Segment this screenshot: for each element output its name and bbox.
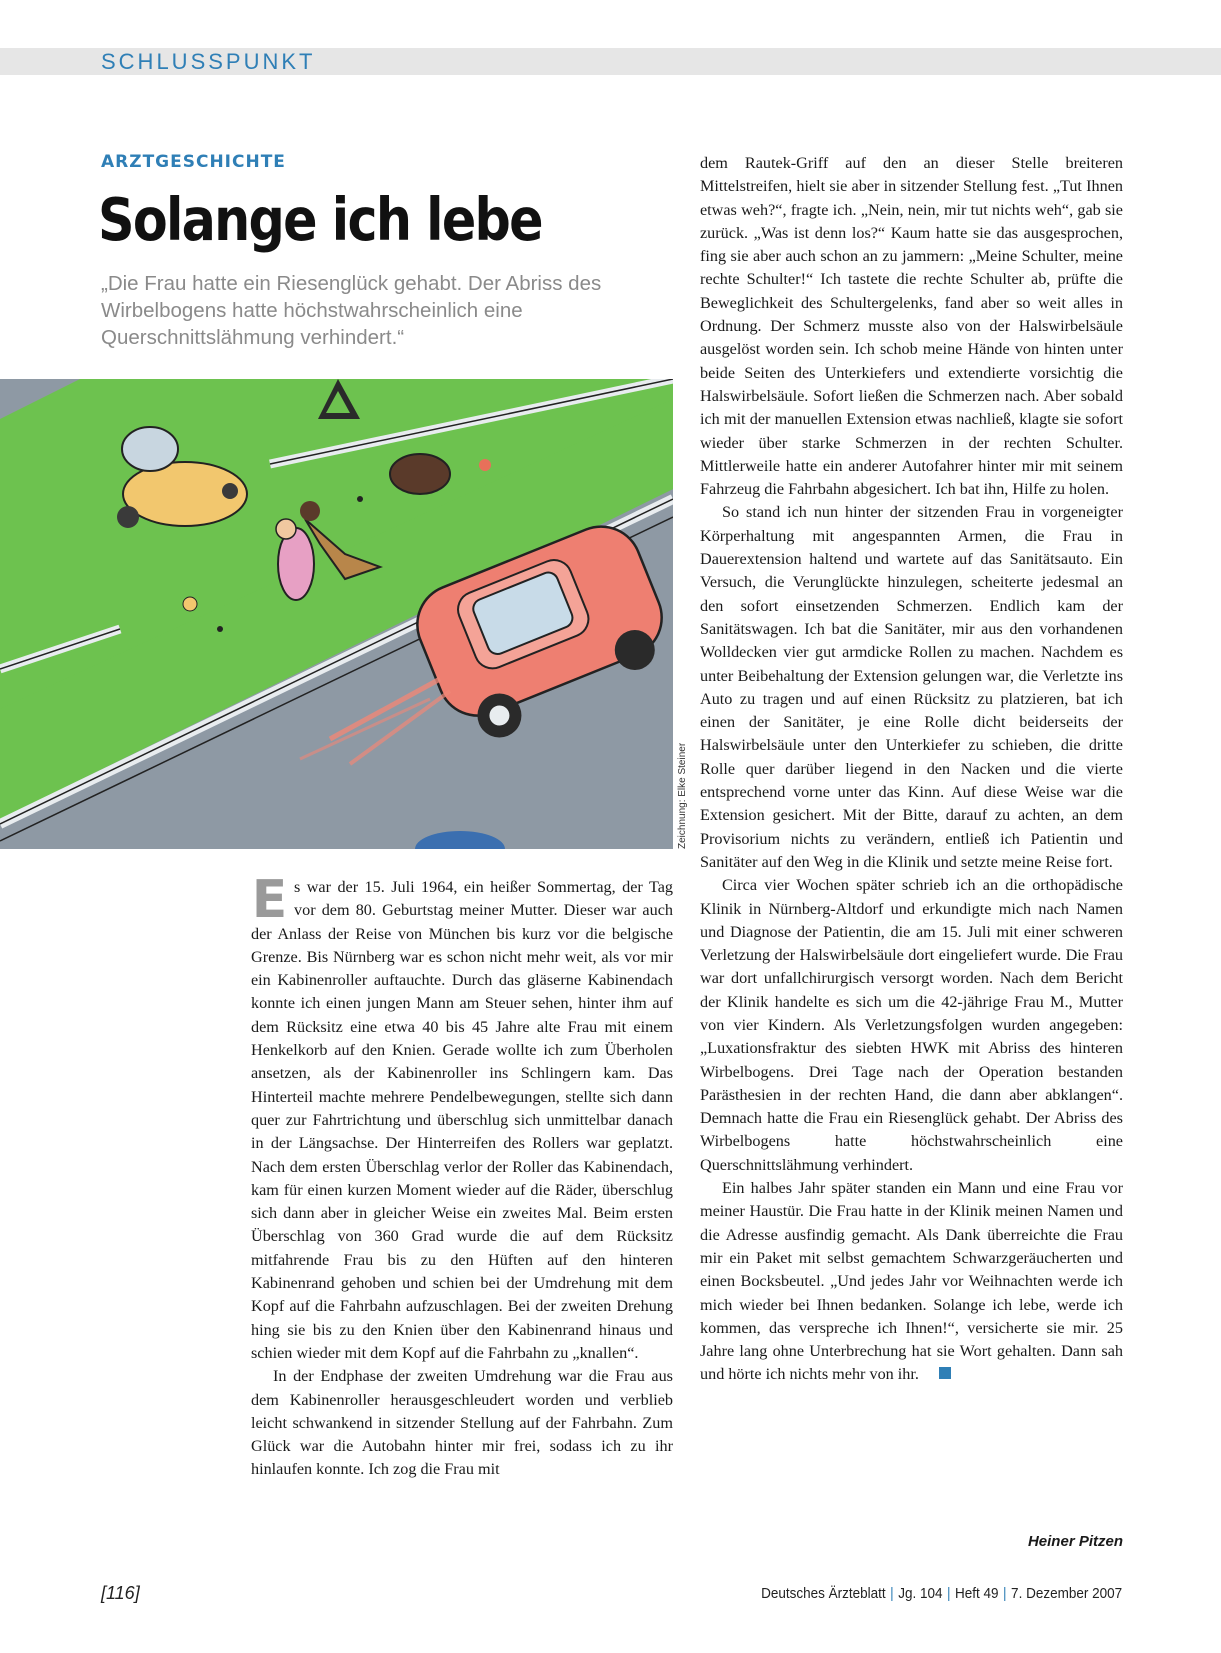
journal-date: 7. Dezember 2007	[1010, 1585, 1122, 1602]
accident-drawing	[0, 379, 673, 849]
journal-volume: Jg. 104	[898, 1585, 943, 1602]
footer-separator: |	[890, 1585, 894, 1602]
paragraph-text: Ein halbes Jahr später standen ein Mann und eine Frau vor meiner Haustür. Die Frau hatte in der Klinik meinen Namen und die Adresse ausfindig gemacht. Als Dank überreichte die Frau mir ein Paket mit selbst gemachtem Schwarzgeräucherten und einen Bocksbeutel. „Und jedes Jahr vor Weihnachten werde ich mich wieder bei Ihnen bedanken. Solange ich lebe, werde ich kommen, das verspreche ich Ihnen!“, versicherte sie mir. 25 Jahre lang ohne Unterbrechung hat sie Wort gehalten. Dann sah und hörte ich nichts mehr von ihr.	[700, 1179, 1123, 1384]
page-number: [116]	[101, 1583, 140, 1603]
section-label: SCHLUSSPUNKT	[101, 49, 316, 74]
paragraph: s war der 15. Juli 1964, ein heißer Sommertag, der Tag vor dem 80. Geburtstag meiner Mutter. Dieser war auch der Anlass der Reise von München bis kurz vor die belgische Grenze. Bis Nürnberg war es schon nicht mehr weit, als vor mir ein Kabinenroller auftauchte. Durch das gläserne Kabinendach konnte ich einen jungen Mann am Steuer sehen, hinter ihm auf dem Rücksitz eine etwa 40 bis 45 Jahre alte Frau mit einem Henkelkorb auf den Knien. Gerade wollte ich zum Überholen ansetzen, als der Kabinenroller ins Schlingern kam. Das Hinterteil machte mehrere Pendelbewegungen, stellte sich dann quer zur Fahrtrichtung und überschlug sich unmittelbar danach in der Längsachse. Der Hinterreifen des Rollers war geplatzt. Nach dem ersten Überschlag verlor der Roller das Kabinendach, kam für einen kurzen Moment wieder auf die Räder, überschlug sich dann aber in gleicher Weise ein zweites Mal. Beim ersten Überschlag von 360 Grad wurde die auf dem Rücksitz mitfahrende Frau bis zu den Hüften auf den hinteren Kabinenrand gehoben und schien bei der Umdrehung mit dem Kopf auf die Fahrbahn aufzuschlagen. Bei der zweiten Drehung hing sie bis zu den Knien über den Kabinenrand hinaus und schien wieder mit dem Kopf auf die Fahrbahn zu „knallen“.	[251, 878, 673, 1362]
paragraph: dem Rautek-Griff auf den an dieser Stelle breiteren Mittelstreifen, hielt sie aber in sitzender Stellung fest. „Tut Ihnen etwas weh?“, fragte ich. „Nein, nein, mir tut nichts weh“, gab sie zurück. „Was ist denn los?“ Kaum hatte sie das ausgesprochen, fing sie aber auch schon an zu jammern: „Meine Schulter, meine rechte Schulter!“ Ich tastete die rechte Schulter ab, prüfte die Beweglichkeit des Schultergelenks, fand aber so weit alles in Ordnung. Der Schmerz musste also von der Halswirbelsäule ausgelöst worden sein. Ich schob meine Hände von hinten unter beide Seiten des Unterkiefers und extendierte vorsichtig die Halswirbelsäule. Sofort ließen die Schmerzen nach. Aber sobald ich mit der manuellen Extension etwas nachließ, klagte sie sofort wieder über starke Schmerzen in der rechten Schulter. Mittlerweile hatte ein anderer Autofahrer hinter mir mit seinem Fahrzeug die Fahrbahn abgesichert. Ich bat ihn, Hilfe zu holen.	[700, 154, 1123, 499]
paragraph: Circa vier Wochen später schrieb ich an die orthopädische Klinik in Nürnberg-Altdorf und erkundigte mich nach Namen und Diagnose der Patientin, die am 15. Juli mit einer schweren Verletzung der Halswirbelsäule dort eingeliefert wurde. Die Frau war dort unfallchirurgisch versorgt worden. Nach dem Bericht der Klinik handelte es sich um die 42-jährige Frau M., Mutter von vier Kindern. Als Verletzungsfolgen wurden angegeben: „Luxationsfraktur des siebten HWK mit Abriss des hinteren Wirbelbogens. Drei Tage nach der Operation bestanden Parästhesien in der rechten Hand, die dann aber abklangen“. Demnach hatte die Frau ein Riesenglück gehabt. Der Abriss des Wirbelbogens hatte höchstwahrscheinlich eine Querschnittslähmung verhindert.	[700, 876, 1123, 1174]
paragraph-last	[700, 1177, 1123, 1387]
footer-separator: |	[1002, 1585, 1007, 1602]
drop-cap: E	[251, 876, 288, 930]
paragraph: In der Endphase der zweiten Umdrehung war die Frau aus dem Kabinenroller herausgeschleudert worden und verblieb leicht schwankend in sitzender Stellung auf der Fahrbahn. Zum Glück war die Autobahn hinter mir frei, sodass ich zu ihr hinlaufen konnte. Ich zog die Frau mit	[251, 1367, 673, 1479]
article-column-right	[700, 152, 1123, 1544]
author-name: Heiner Pitzen	[1027, 1533, 1123, 1550]
accident-illustration	[0, 379, 673, 849]
footer-separator: |	[946, 1585, 951, 1602]
journal-issue: Heft 49	[954, 1585, 999, 1602]
end-mark-icon	[939, 1367, 951, 1379]
paragraph: So stand ich nun hinter der sitzenden Frau in vorgeneigter Körperhaltung mit angespannten Armen, die Frau in Dauerextension haltend und wartete auf das Sanitätsauto. Ein Versuch, die Verunglückte hinzulegen, scheiterte jedesmal an den sofort einsetzenden Schmerzen. Endlich kam der Sanitätswagen. Ich bat die Sanitäter, mir aus den vorhandenen Wolldecken vier gut armdicke Rollen zu machen. Nachdem es unter Beibehaltung der Extension gelungen war, die Verletzte ins Auto zu tragen und auf einen Rücksitz zu platzieren, bat ich einen der Sanitäter, je eine Rolle dicht beiderseits der Halswirbelsäule unter den Unterkiefer zu schieben, die dritte Rolle quer darüber liegend in den Nacken und die vierte entsprechend vorne unter das Kinn. Auf diese Weise war die Extension gesichert. Mit der Bitte, darauf zu achten, an dem Provisorium nichts zu verändern, entließ ich Patientin und Sanitäter auf den Weg in die Klinik und setzte meine Reise fort.	[700, 503, 1123, 871]
article-column-left	[251, 876, 673, 1558]
article-teaser: „Die Frau hatte ein Riesenglück gehabt. Der Abriss des Wirbelbogens hatte höchstwahrscheinlich eine Querschnittslähmung verhindert.“	[101, 272, 602, 349]
image-credit: Zeichnung: Elke Steiner	[677, 742, 688, 849]
journal-name: Deutsches Ärzteblatt	[760, 1585, 886, 1602]
article-headline: Solange ich lebe	[98, 185, 542, 254]
article-kicker: ARZTGESCHICHTE	[101, 152, 286, 172]
journal-footer	[761, 1585, 1122, 1602]
